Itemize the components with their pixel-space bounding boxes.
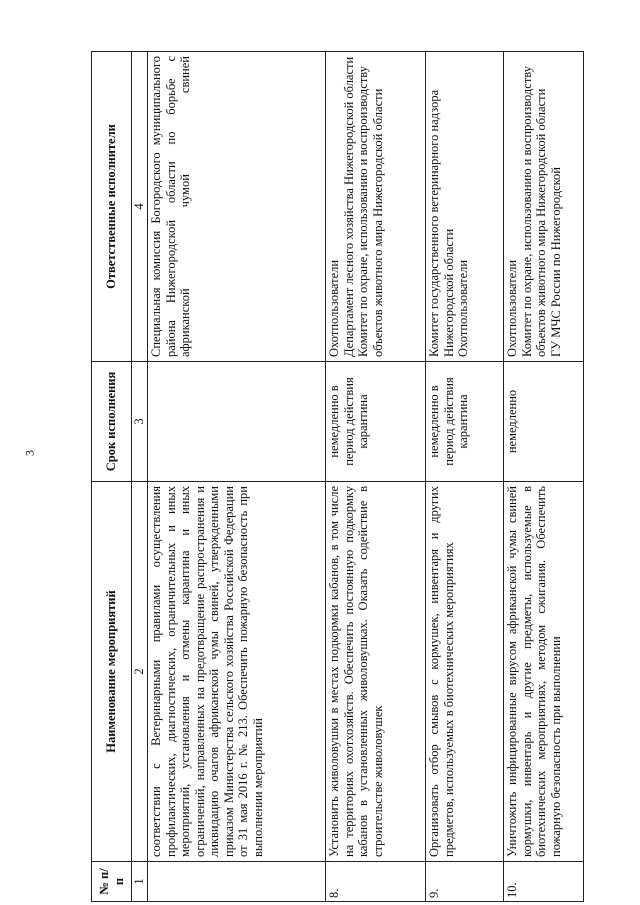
executor-line: Комитет по охране, использованию и воспроизводству объектов животного мира Нижегородской области (519, 65, 548, 357)
row-number: 8. (326, 862, 426, 902)
executors-cell (426, 52, 504, 362)
header-measure: Наименование мероприятий (92, 482, 132, 862)
executor-line: Специальная комиссия Богородского муниципального района Нижегородской области по борьбе с африканской чумой свиней (149, 56, 192, 357)
executors-cell (504, 52, 584, 362)
deadline-text: немедленно в период действия карантина (426, 362, 504, 482)
column-number-row (132, 52, 148, 902)
document-table-wrapper (91, 52, 568, 902)
measure-text: Уничтожить инфицированные вирусом африканской чумы свиней кормушки, инвентарь и другие предметы, используемые в биотехнических мероприятиях, методом сжигания. Обеспечить пожарную безопасность при выполнении (504, 482, 584, 862)
table-header-row (92, 52, 132, 902)
executor-line: Комитет по охране, использованию и воспроизводству объектов животного мира Нижегородской области (356, 65, 385, 357)
row-number (148, 862, 326, 902)
table-row (148, 52, 326, 902)
executor-line: Комитет государственного ветеринарного надзора Нижегородской области (427, 89, 456, 357)
table-row (326, 52, 426, 902)
header-executors: Ответственные исполнители (92, 52, 132, 362)
measure-text: Организовать отбор смывов с кормушек, инвентаря и других предметов, используемых в биотехнических мероприятиях (426, 482, 504, 862)
header-deadline: Срок исполнения (92, 362, 132, 482)
executor-line: Охотпользователи (456, 259, 470, 357)
executor-line: Охотпользователи (505, 259, 519, 357)
executor-line: ГУ МЧС России по Нижегородской (548, 167, 563, 357)
executor-line: Департамент лесного хозяйства Нижегородской области (341, 56, 356, 357)
table-row (504, 52, 584, 902)
column-number: 1 (132, 862, 148, 902)
executors-cell (148, 52, 326, 362)
row-number: 10. (504, 862, 584, 902)
deadline-text (148, 362, 326, 482)
deadline-text: немедленно (504, 362, 584, 482)
column-number: 2 (132, 482, 148, 862)
column-number: 4 (132, 52, 148, 362)
row-number: 9. (426, 862, 504, 902)
executor-line: Охотпользователи (327, 259, 341, 357)
column-number: 3 (132, 362, 148, 482)
deadline-text: немедленно в период действия карантина (326, 362, 426, 482)
measures-table (91, 51, 584, 902)
executors-cell (326, 52, 426, 362)
table-row (426, 52, 504, 902)
measure-text: соответствии с Ветеринарными правилами осуществления профилактических, диагностических, ограничительных и иных мероприятий, установления и отмены карантина и иных ограничений, направленных на предотвращение распространения и ликвидацию очагов африканской чумы свиней, утвержденными приказом Министерства сельского хозяйства Российской Федерации от 31 мая 2016 г. № 213. Обеспечить пожарную безопасность при выполнении мероприятий (148, 482, 326, 862)
page-number: 3 (22, 450, 37, 456)
header-num: № п/п (92, 862, 132, 902)
measure-text: Установить живоловушки в местах подкормки кабанов, в том числе на территориях охотхозяйств. Обеспечить постоянную подкормку кабанов в установленных живоловушках. Оказать содействие в строительстве живоловушек (326, 482, 426, 862)
